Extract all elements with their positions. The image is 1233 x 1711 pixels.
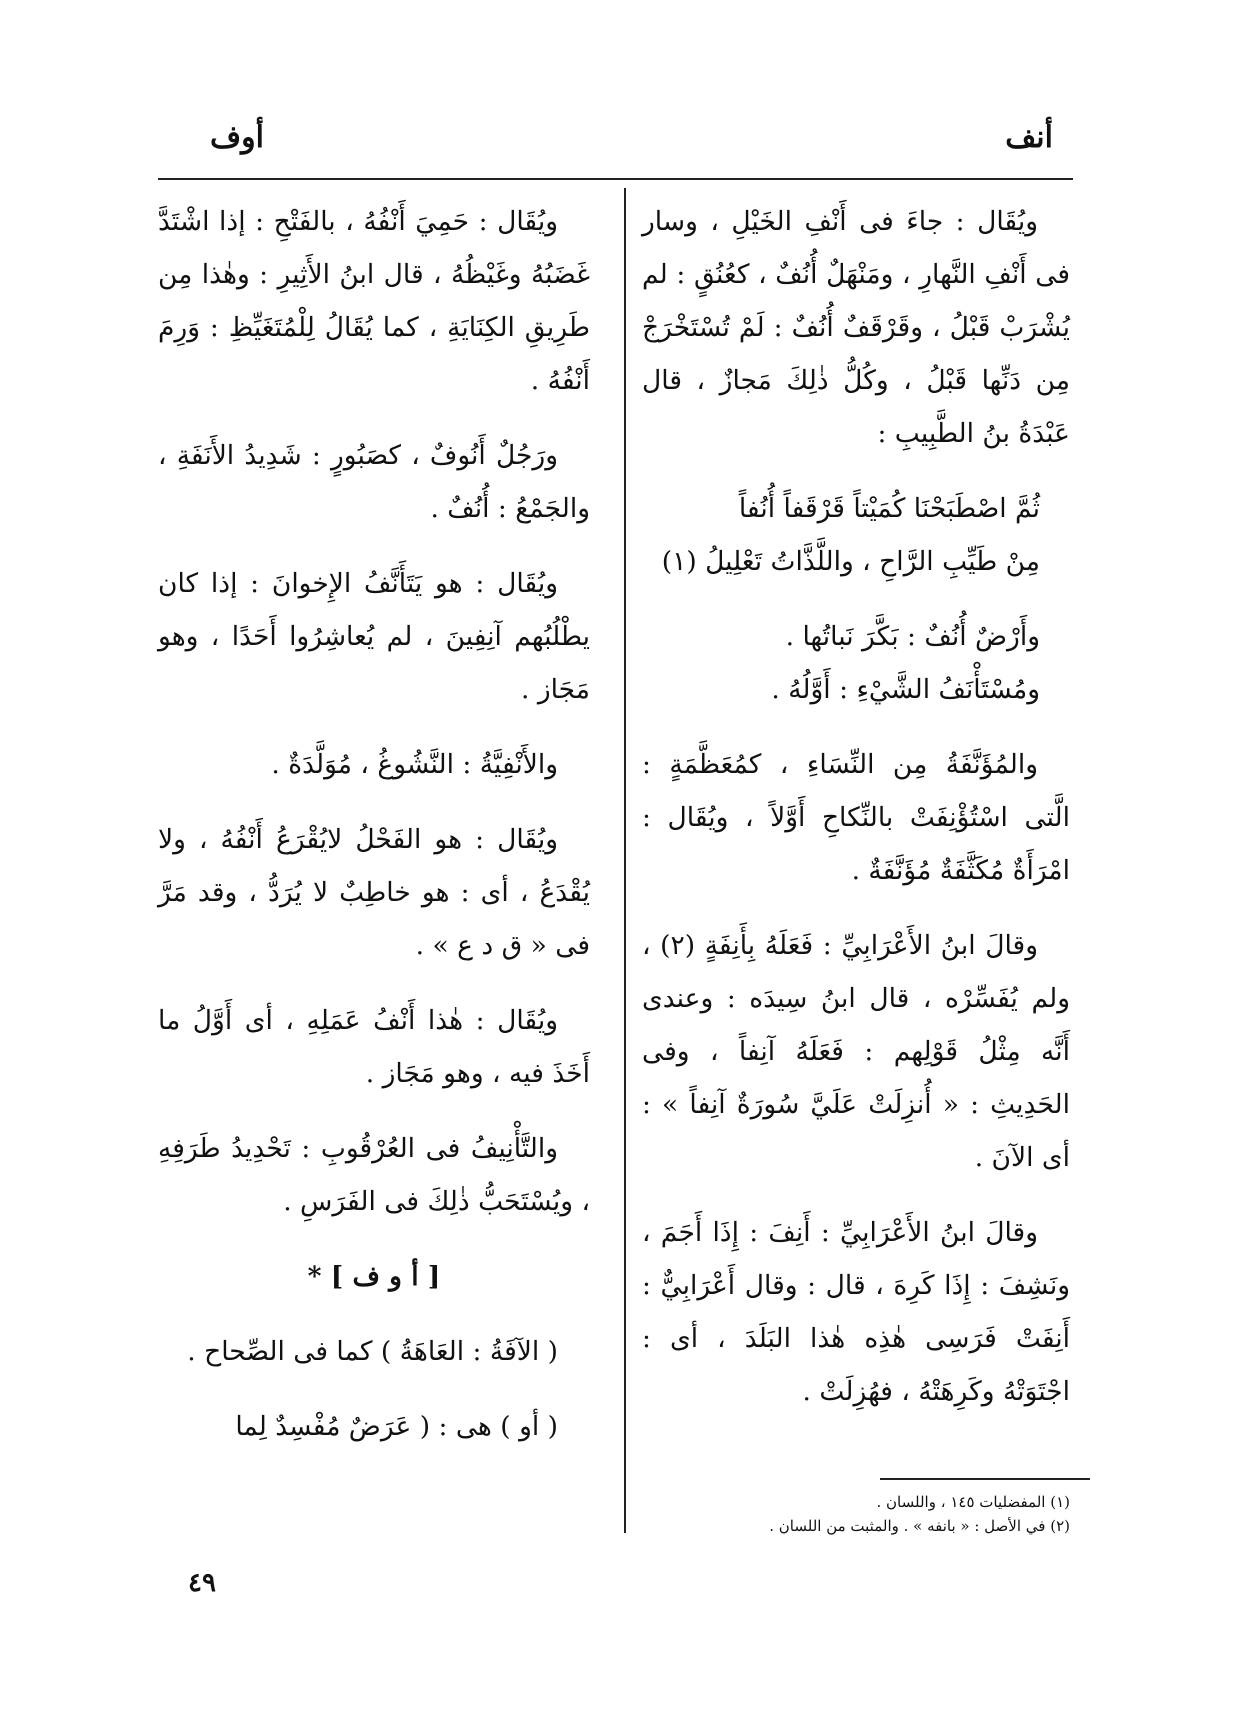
paragraph: ويُقَال : حَمِيَ أَنْفُهُ ، بالفَتْحِ : إذا اشْتَدَّ غَضَبُهُ وغَيْظُهُ ، قال ابنُ الأَثِيرِ : وهٰذا مِن طَرِيقِ الكِنَايَةِ ، كما يُقَالُ لِلْمُتَغَيِّظِ : وَرِمَ أَنْفُهُ . [158,206,590,396]
verse-line: مِنْ طَيِّبِ الرَّاحِ ، واللَّذَّاتُ تَعْلِيلُ (١) [661,546,1040,577]
paragraph: ( الآفَةُ : العَاهَةُ ) كما فى الصِّحاح . [187,1336,558,1367]
header-rule [158,178,1073,180]
paragraph: وقالَ ابنُ الأَعْرَابِيِّ : فَعَلَهُ بِأَنِفَةٍ (٢) ، ولم يُفَسِّرْه ، قال ابنُ سِيدَه : وعندى أَنَّه مِثْلُ قَوْلِهم : فَعَلَهُ آنِفاً ، وفى الحَدِيثِ : « أُنزِلَتْ عَلَيَّ سُورَةٌ آنِفاً » : أى الآنَ . [642,930,1070,1173]
paragraph: ويُقَال : هٰذا أَنْفُ عَمَلِهِ ، أى أَوَّلُ ما أَخَذَ فيه ، وهو مَجَاز . [158,1005,590,1089]
left-column [158,195,590,1475]
column-divider [624,188,626,1533]
verse-line: ثُمَّ اصْطَبَحْنَا كُمَيْتاً قَرْقَفاً أُنُفاً [738,493,1040,524]
entry-header-right: أنف [1005,120,1053,155]
paragraph: ويُقَال : هو الفَحْلُ لايُقْرَعُ أَنْفُهُ ، ولا يُقْدَعُ ، أى : هو خاطِبٌ لا يُرَدُّ ، وقد مَرَّ فى « ق د ع » . [158,824,590,961]
right-column [642,195,1070,1440]
paragraph: والتَّأْنِيفُ فى العُرْقُوبِ : تَحْدِيدُ طَرَفِهِ ، ويُسْتَحَبُّ ذٰلِكَ فى الفَرَسِ . [158,1133,590,1217]
paragraph: وقالَ ابنُ الأَعْرَابِيِّ : أَنِفَ : إِذَا أَجَمَ ، ونَشِفَ : إِذَا كَرِهَ ، قال : وقال أَعْرَابِيٌّ : أَنِفَتْ فَرَسِى هٰذِه هٰذا البَلَدَ ، أى : اجْتَوَتْهُ وكَرِهَتْهُ ، فهُزِلَتْ . [642,1217,1070,1407]
paragraph: وأَرْضٌ أُنُفٌ : بَكَّرَ نَباتُها . [785,621,1040,652]
section-heading: [ أ و ف ] * [307,1261,441,1292]
paragraph: ويُقَال : جاءَ فى أَنْفِ الخَيْلِ ، وسار فى أَنْفِ النَّهارِ ، ومَنْهَلٌ أُنُفٌ ، كعُنُقٍ : لم يُشْرَبْ قَبْلُ ، وقَرْقَفٌ أُنُفٌ : لَمْ تُسْتَخْرَجْ مِن دَنِّها قَبْلُ ، وكُلُّ ذٰلِكَ مَجازٌ ، قال عَبْدَةُ بنُ الطَّبِيبِ : [642,206,1070,449]
paragraph: والأَنْفِيَّةُ : النَّشُوغُ ، مُوَلَّدَةٌ . [271,749,558,780]
footnote-rule [880,1478,1090,1480]
footnote: (١) المفضليات ١٤٥ ، واللسان . [876,1493,1070,1511]
paragraph: ( أو ) هى : ( عَرَضٌ مُفْسِدٌ لِما [235,1411,558,1442]
paragraph: ويُقَال : هو يَتَأَنَّفُ الإِخوانَ : إذا كان يطْلُبُهم آنِفِينَ ، لم يُعاشِرُوا أَحَدًا ، وهو مَجَاز . [158,568,590,705]
footnote: (٢) في الأصل : « بانفه » . والمثبت من اللسان . [769,1517,1070,1535]
footnotes [642,1490,1070,1538]
paragraph: ومُسْتَأْنَفُ الشَّيْءِ : أَوَّلُهُ . [771,674,1040,705]
paragraph: ورَجُلٌ أَنُوفٌ ، كصَبُورٍ : شَدِيدُ الأَنَفَةِ ، والجَمْعُ : أُنُفٌ . [158,440,590,524]
paragraph: والمُؤَنَّفَةُ مِن النِّسَاءِ ، كمُعَظَّمَةٍ : الَّتى اسْتُؤْنِفَتْ بالنِّكاحِ أَوَّلاً ، ويُقَال : امْرَأَةٌ مُكَثَّفَةٌ مُؤَنَّفَةٌ . [642,749,1070,886]
page-number: ٤٩ [188,1568,216,1598]
entry-header-left: أوف [210,120,264,155]
